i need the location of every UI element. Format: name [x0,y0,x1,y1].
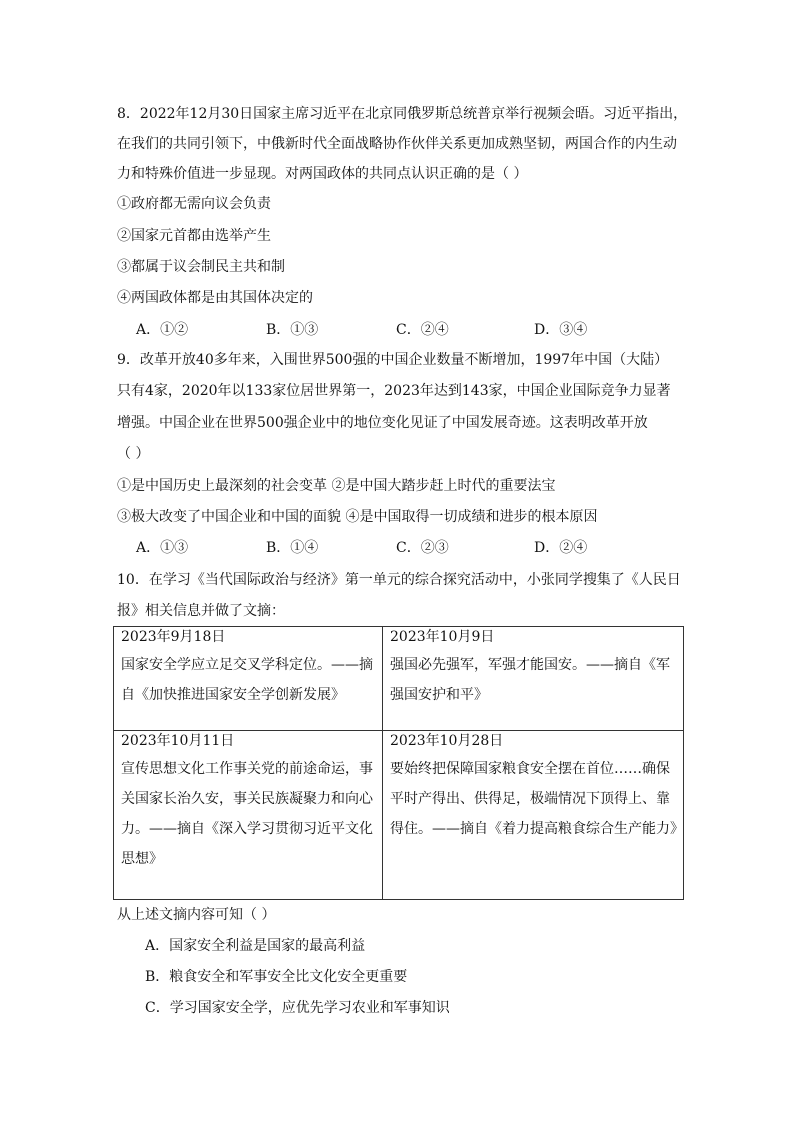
digest-text-1-line-1: 国家安全学应立足交叉学科定位。——摘 [121,657,373,673]
q10-line-1: 10．在学习《当代国际政治与经济》第一单元的综合探究活动中，小张同学搜集了《人民日 [117,572,681,588]
q9-line-3: 增强。中国企业在世界500强企业中的地位变化见证了中国发展奇迹。这表明改革开放 [117,415,648,431]
digest-text-3-line-3: 力。——摘自《深入学习贯彻习近平文化 [121,821,373,837]
q10-option-a[interactable]: A．国家安全利益是国家的最高利益 [145,938,366,954]
q10-stem: 从上述文摘内容可知（ ） [117,907,276,923]
q9-option-b[interactable]: B．①④ [266,540,319,556]
q10-line-2: 报》相关信息并做了文摘： [117,603,285,619]
q8-option-a[interactable]: A．①② [136,322,189,338]
digest-text-4-line-1: 要始终把保障国家粮食安全摆在首位……确保 [390,761,670,777]
digest-date-4: 2023年10月28日 [390,733,504,749]
q8-line-3: 力和特殊价值进一步显现。对两国政体的共同点认识正确的是（ ） [117,166,528,182]
digest-cell-1 [114,627,383,731]
q8-statement-4: ④两国政体都是由其国体决定的 [117,290,313,306]
q9-option-d[interactable]: D．②④ [534,540,588,556]
q8-statement-3: ③都属于议会制民主共和制 [117,259,285,275]
q9-line-1: 9．改革开放40多年来，入围世界500强的中国企业数量不断增加，1997年中国（大陆） [117,352,669,368]
digest-date-2: 2023年10月9日 [390,629,495,645]
q9-line-2: 只有4家，2020年以133家位居世界第一，2023年达到143家，中国企业国际竞争力显著 [117,383,671,399]
q8-statement-1: ①政府都无需向议会负责 [117,196,271,212]
q8-option-d[interactable]: D．③④ [534,322,588,338]
digest-text-3-line-1: 宣传思想文化工作事关党的前途命运，事 [121,761,373,777]
q9-line-4: （ ） [117,446,150,462]
digest-row [114,627,684,731]
digest-text-2-line-1: 强国必先强军，军强才能国安。——摘自《军 [390,657,670,673]
digest-text-3-line-2: 关国家长治久安，事关民族凝聚力和向心 [121,791,373,807]
digest-text-4-line-3: 得住。——摘自《着力提高粮食综合生产能力》 [390,821,684,837]
digest-table [113,626,684,900]
q9-option-a[interactable]: A．①③ [136,540,189,556]
q9-option-c[interactable]: C．②③ [396,540,449,556]
q9-statements-1-2: ①是中国历史上最深刻的社会变革 ②是中国大踏步赶上时代的重要法宝 [117,478,556,494]
digest-text-4-line-2: 平时产得出、供得足，极端情况下顶得上、靠 [390,791,670,807]
digest-cell-4 [383,731,684,900]
digest-date-1: 2023年9月18日 [121,629,226,645]
q8-statement-2: ②国家元首都由选举产生 [117,228,271,244]
digest-text-3-line-4: 思想》 [121,851,163,867]
q9-statements-3-4: ③极大改变了中国企业和中国的面貌 ④是中国取得一切成绩和进步的根本原因 [117,509,598,525]
q8-option-b[interactable]: B．①③ [266,322,319,338]
digest-text-2-line-2: 强国安护和平》 [390,687,488,703]
q8-line-2: 在我们的共同引领下，中俄新时代全面战略协作伙伴关系更加成熟坚韧，两国合作的内生动 [117,136,677,152]
digest-text-1-line-2: 自《加快推进国家安全学创新发展》 [121,687,345,703]
q10-option-c[interactable]: C．学习国家安全学，应优先学习农业和军事知识 [145,1000,450,1016]
digest-cell-3 [114,731,383,900]
q8-option-c[interactable]: C．②④ [396,322,449,338]
digest-date-3: 2023年10月11日 [121,733,235,749]
digest-row [114,731,684,900]
q8-line-1: 8．2022年12月30日国家主席习近平在北京同俄罗斯总统普京举行视频会晤。习近平指出， [117,106,688,122]
q10-option-b[interactable]: B．粮食安全和军事安全比文化安全更重要 [145,969,408,985]
digest-cell-2 [383,627,684,731]
